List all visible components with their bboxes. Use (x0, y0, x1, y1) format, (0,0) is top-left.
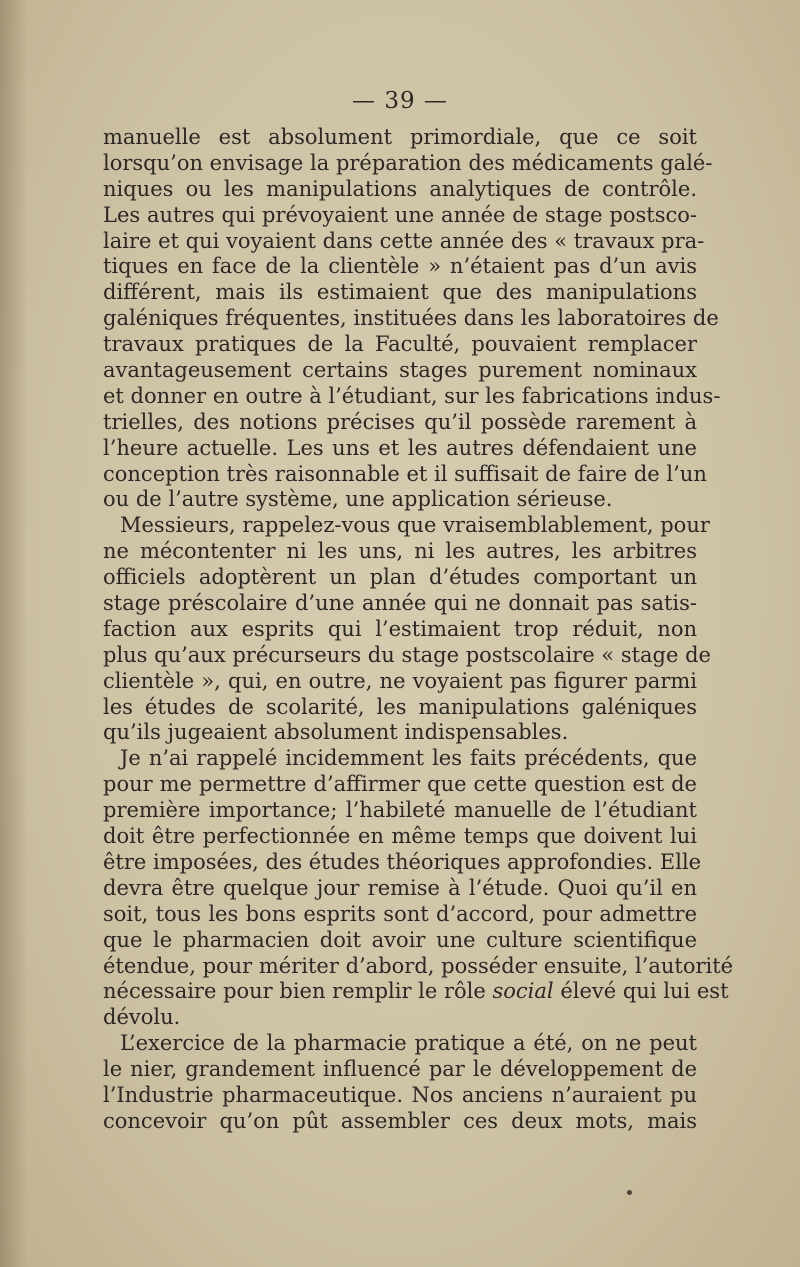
text-line: soit, tous les bons esprits sont d’accord, pour admettre (103, 901, 697, 926)
text-line: l’heure actuelle. Les uns et les autres défendaient une (103, 435, 697, 460)
text-fragment: nécessaire pour bien remplir le rôle (103, 979, 486, 1004)
text-line: dévolu. (103, 1005, 181, 1030)
page-gutter-shadow (0, 0, 28, 1267)
text-line: laire et qui voyaient dans cette année des « travaux pra- (103, 228, 705, 253)
text-line: première importance; l’habileté manuelle de l’étudiant (103, 798, 697, 823)
text-line: devra être quelque jour remise à l’étude. Quoi qu’il en (103, 875, 697, 900)
body-text (103, 125, 734, 1135)
text-line: étendue, pour mériter d’abord, posséder ensuite, l’autorité (103, 953, 734, 978)
text-line: manuelle est absolument primordiale, que ce soit (103, 125, 697, 149)
text-line: qu’ils jugeaient absolument indispensables. (103, 720, 569, 745)
page-number: — 39 — (352, 88, 448, 114)
text-line: les études de scolarité, les manipulations galéniques (103, 694, 697, 719)
text-line: pour me permettre d’affirmer que cette question est de (103, 772, 697, 797)
text-line: concevoir qu’on pût assembler ces deux mots, mais (103, 1108, 697, 1133)
text-line: stage préscolaire d’une année qui ne donnait pas satis- (103, 591, 697, 616)
text-line: lorsqu’on envisage la préparation des médicaments galé- (103, 150, 713, 175)
text-line: galéniques fréquentes, instituées dans les laboratoires de (103, 306, 719, 331)
italic-word: social (492, 979, 554, 1004)
text-line: clientèle », qui, en outre, ne voyaient pas figurer parmi (103, 668, 697, 693)
ink-speck (627, 1190, 632, 1195)
text-line: avantageusement certains stages purement nominaux (103, 358, 697, 383)
text-line: faction aux esprits qui l’estimaient trop réduit, non (103, 616, 697, 641)
text-line: ne mécontenter ni les uns, ni les autres, les arbitres (103, 539, 697, 564)
text-fragment: élevé qui lui est (560, 979, 729, 1004)
text-line: conception très raisonnable et il suffisait de faire de l’un (103, 461, 707, 486)
text-line: le nier, grandement influencé par le développement de (103, 1057, 697, 1082)
text-line: tiques en face de la clientèle » n’étaient pas d’un avis (103, 254, 697, 279)
text-line: L’exercice de la pharmacie pratique a été, on ne peut (120, 1031, 697, 1056)
text-line: officiels adoptèrent un plan d’études comportant un (103, 565, 697, 590)
text-line: être imposées, des études théoriques approfondies. Elle (103, 849, 702, 874)
text-line: l’Industrie pharmaceutique. Nos anciens n’auraient pu (103, 1082, 697, 1107)
text-line: travaux pratiques de la Faculté, pouvaient remplacer (103, 332, 697, 357)
text-line: ou de l’autre système, une application sérieuse. (103, 487, 613, 512)
text-line: Les autres qui prévoyaient une année de stage postsco- (103, 202, 697, 227)
text-line: doit être perfectionnée en même temps que doivent lui (103, 824, 697, 849)
text-line: niques ou les manipulations analytiques de contrôle. (103, 176, 697, 201)
text-line: plus qu’aux précurseurs du stage postscolaire « stage de (103, 642, 711, 667)
text-line: trielles, des notions précises qu’il possède rarement à (103, 409, 697, 434)
text-line: Messieurs, rappelez-vous que vraisemblablement, pour (120, 513, 710, 538)
text-line: différent, mais ils estimaient que des manipulations (103, 280, 697, 305)
text-line-with-italic (103, 979, 729, 1005)
text-line: Je n’ai rappelé incidemment les faits précédents, que (120, 746, 697, 771)
text-line: et donner en outre à l’étudiant, sur les fabrications indus- (103, 383, 721, 408)
text-line: que le pharmacien doit avoir une culture scientifique (103, 927, 697, 952)
